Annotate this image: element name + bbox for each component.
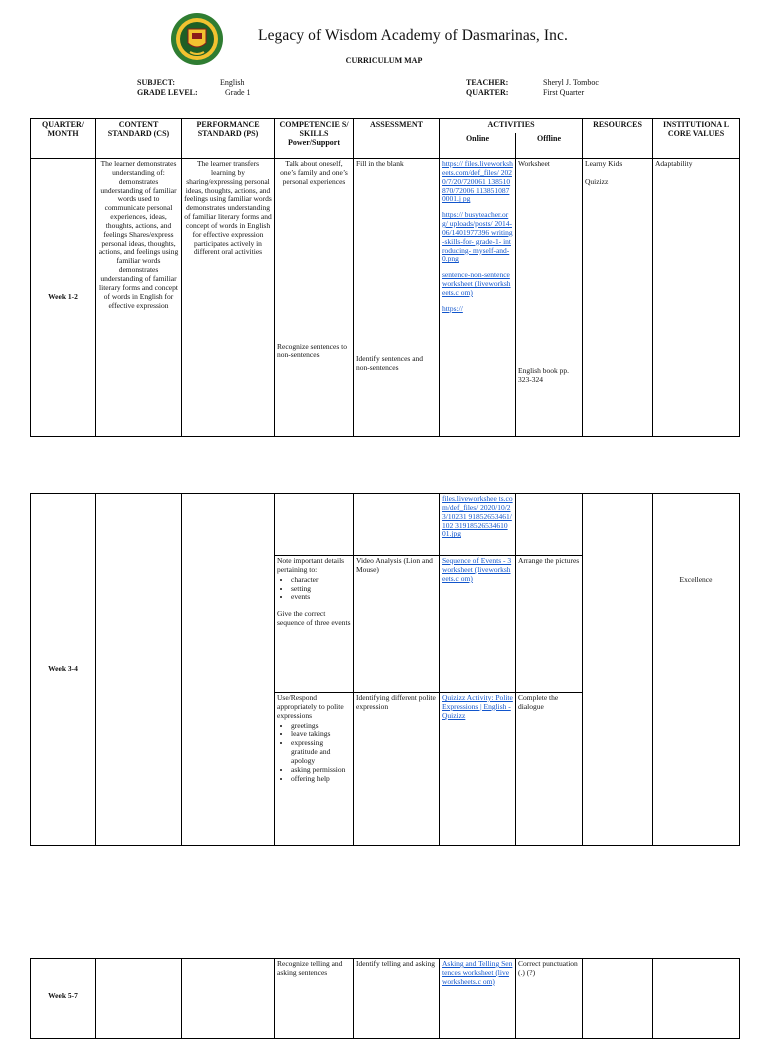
curriculum-table-week-5-7 <box>30 958 740 1039</box>
performance-standard-empty <box>182 494 275 846</box>
online-link-sequence-of-events[interactable]: Sequence of Events - 3 worksheet (liveworksheets.c om) <box>442 556 512 583</box>
header-quarter-month: QUARTER/ MONTH <box>31 119 96 159</box>
subject-label: SUBJECT: <box>137 78 176 87</box>
core-value-excellence: Excellence <box>653 494 740 846</box>
online-link-quizizz[interactable]: Quizizz Activity: Polite Expressions | English - Quizizz <box>442 693 513 720</box>
online-link-sentence-worksheet[interactable]: sentence-non-sentence worksheet (liveworksheets.c om) <box>442 270 511 297</box>
competency-polite-expressions-intro: Use/Respond appropriately to polite expressions <box>277 693 344 720</box>
week-1-2-label: Week 1-2 <box>31 159 96 437</box>
list-item: • offering help <box>291 775 351 784</box>
week-5-7-label: Week 5-7 <box>31 959 96 1039</box>
assessment-polite-expression: Identifying different polite expression <box>354 693 440 846</box>
performance-standard-text: The learner transfers learning by sharing/expressing personal ideas, thoughts, actions, and feelings using familiar words demonstrates understanding of familiar literary forms and concept of words in English for effective expression participates actively in different oral activities <box>182 159 275 437</box>
header-activities: ACTIVITIES <box>440 119 583 133</box>
resources-empty <box>583 959 653 1039</box>
header-assessment: ASSESSMENT <box>354 119 440 159</box>
core-values-empty <box>653 959 740 1039</box>
assessment-telling-asking: Identify telling and asking <box>354 959 440 1039</box>
header-offline: Offline <box>516 133 583 159</box>
assessment-cell <box>354 159 440 437</box>
offline-worksheet: Worksheet <box>518 159 550 168</box>
online-cell <box>440 693 516 846</box>
competency-talk-about-oneself: Talk about oneself, one’s family and one’s personal experiences <box>280 159 348 186</box>
list-item: • events <box>291 593 351 602</box>
online-link-https[interactable]: https:// <box>442 303 463 313</box>
list-item: • setting <box>291 585 351 594</box>
curriculum-table-week-3-4 <box>30 493 740 846</box>
grade-level-value: Grade 1 <box>225 88 251 97</box>
online-link-continued[interactable]: files.liveworkshee ts.com/def_files/ 2020/10/23/10231 91852653461/102 31918526534610 01.jpg <box>442 494 513 539</box>
header-content-standard: CONTENT STANDARD (CS) <box>96 119 182 159</box>
offline-empty <box>516 494 583 556</box>
grade-level-label: GRADE LEVEL: <box>137 88 198 97</box>
teacher-label: TEACHER: <box>466 78 509 87</box>
content-standard-text: The learner demonstrates understanding of: demonstrates understanding of familiar words used to communicate personal experiences, ideas, thoughts, actions, and feelings Shares/express personal ideas, thoughts, actions, and feelings using familiar words demonstrates understanding of familiar literary forms and concept of words in English for effective expression <box>96 159 182 437</box>
quarter-value: First Quarter <box>543 88 585 97</box>
header-competencies: COMPETENCIE S/ SKILLS Power/Support <box>275 119 354 159</box>
list-item: • character <box>291 576 351 585</box>
online-link-liveworksheets[interactable]: https:// files.liveworksheets.com/def_files/ 2020/7/20/720061 138510870/72006 1138510870001.j pg <box>442 159 513 204</box>
competency-recognize-sentences: Recognize sentences to non-sentences <box>277 341 347 360</box>
offline-english-book: English book pp. 323-324 <box>518 365 570 384</box>
assessment-fill-in-blank: Fill in the blank <box>356 159 404 168</box>
online-link-asking-telling[interactable]: Asking and Telling Sentences worksheet (liveworksheets.c om) <box>442 959 513 986</box>
header-resources: RESOURCES <box>583 119 653 159</box>
online-cell <box>440 959 516 1039</box>
school-name: Legacy of Wisdom Academy of Dasmarinas, Inc. <box>258 27 568 44</box>
content-standard-empty <box>96 959 182 1039</box>
core-value-adaptability: Adaptability <box>653 159 740 437</box>
offline-cell <box>516 159 583 437</box>
list-item: • asking permission <box>291 766 351 775</box>
details-list <box>277 576 351 603</box>
offline-correct-punctuation: Correct punctuation (.) (?) <box>516 959 583 1039</box>
online-link-busyteacher[interactable]: https:// busyteacher.org/ uploads/posts/ 2014- 06/1401977396 writing-skills-for- grade-1- introducing- myself-and-0.png <box>442 210 513 264</box>
offline-complete-dialogue: Complete the dialogue <box>516 693 583 846</box>
week-3-4-label: Week 3-4 <box>31 494 96 846</box>
document-title: CURRICULUM MAP <box>345 56 423 65</box>
competency-sequence-events: Give the correct sequence of three events <box>277 609 351 628</box>
list-item: • expressing gratitude and apology <box>291 739 351 766</box>
performance-standard-empty <box>182 959 275 1039</box>
list-item: • leave takings <box>291 730 351 739</box>
resources-empty <box>583 494 653 846</box>
competency-note-details <box>275 556 354 693</box>
online-cell <box>440 556 516 693</box>
offline-arrange-pictures: Arrange the pictures <box>516 556 583 693</box>
header-online: Online <box>440 133 516 159</box>
competency-telling-asking: Recognize telling and asking sentences <box>275 959 354 1039</box>
assessment-identify-sentences: Identify sentences and non-sentences <box>356 353 424 372</box>
online-cell <box>440 494 516 556</box>
header-performance-standard: PERFORMANCE STANDARD (PS) <box>182 119 275 159</box>
competency-cell <box>275 159 354 437</box>
competency-note-details-intro: Note important details pertaining to: <box>277 556 345 574</box>
quarter-label: QUARTER: <box>466 88 509 97</box>
competency-empty <box>275 494 354 556</box>
content-standard-empty <box>96 494 182 846</box>
resource-quizizz: Quizizz <box>585 176 609 186</box>
header-core-values: INSTITUTIONA L CORE VALUES <box>653 119 740 159</box>
assessment-empty <box>354 494 440 556</box>
online-cell <box>440 159 516 437</box>
teacher-value: Sheryl J. Tomboc <box>543 78 599 87</box>
subject-value: English <box>220 78 245 87</box>
list-item: • greetings <box>291 722 351 731</box>
resources-cell <box>583 159 653 437</box>
assessment-video-analysis: Video Analysis (Lion and Mouse) <box>354 556 440 693</box>
competency-polite-expressions <box>275 693 354 846</box>
curriculum-table-week-1-2 <box>30 118 740 437</box>
resource-learny-kids: Learny Kids <box>585 159 623 168</box>
polite-expressions-list <box>277 722 351 784</box>
